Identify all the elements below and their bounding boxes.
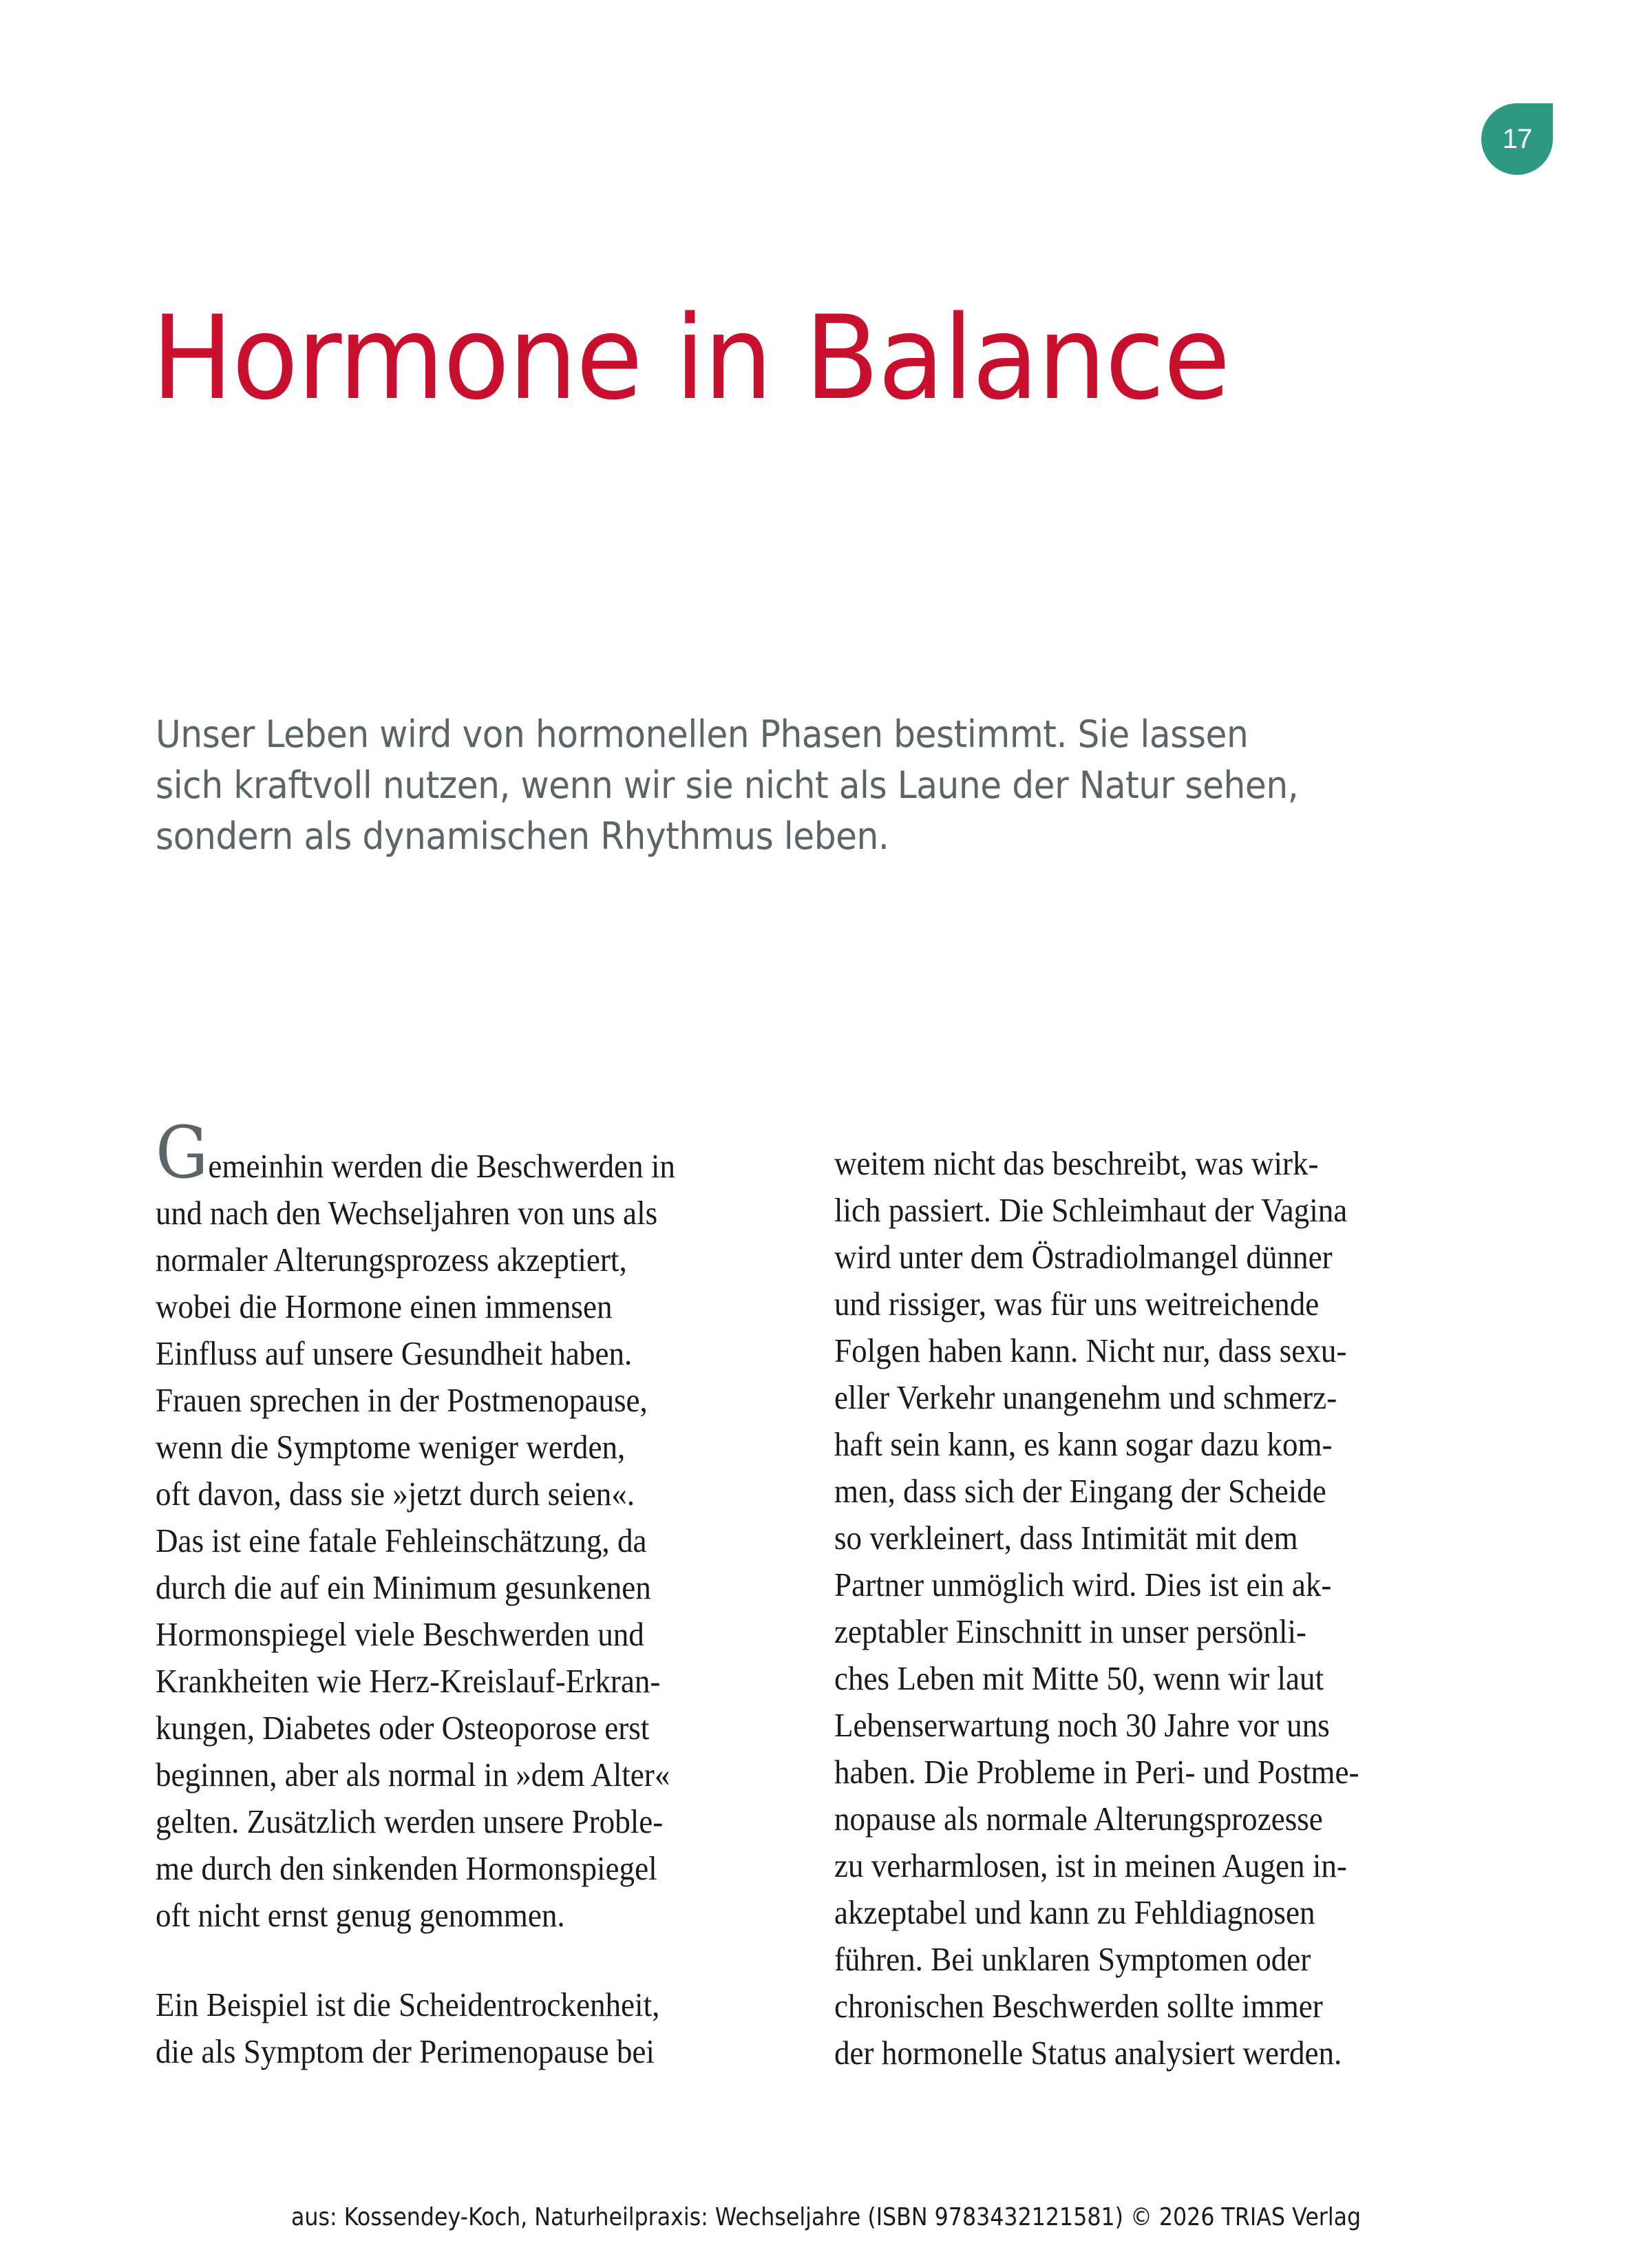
page-number-badge — [1481, 103, 1553, 175]
body-line: lich passiert. Die Schleimhaut der Vagina — [834, 1191, 1348, 1229]
body-line: eller Verkehr unangenehm und schmerz- — [834, 1378, 1337, 1416]
body-line: Hormonspiegel viele Beschwerden und — [156, 1615, 644, 1653]
page-number: 17 — [1502, 123, 1532, 154]
body-line: oft davon, dass sie »jetzt durch seien«. — [156, 1475, 635, 1513]
body-line: Das ist eine fatale Fehleinschätzung, da — [156, 1522, 647, 1559]
chapter-title: Hormone in Balance — [151, 291, 1229, 425]
body-line: wenn die Symptome weniger werden, — [156, 1428, 626, 1466]
body-line: ches Leben mit Mitte 50, wenn wir laut — [834, 1659, 1324, 1697]
body-line: chronischen Beschwerden sollte immer — [834, 1987, 1323, 2025]
body-line: akzeptabel und kann zu Fehldiagnosen — [834, 1893, 1315, 1931]
body-line: die als Symptom der Perimenopause bei — [156, 2032, 655, 2070]
body-line: durch die auf ein Minimum gesunkenen — [156, 1568, 651, 1606]
body-line: normaler Alterungsprozess akzeptiert, — [156, 1241, 627, 1279]
body-line: zeptabler Einschnitt in unser persönli- — [834, 1612, 1307, 1650]
dropcap: G — [156, 1111, 209, 1195]
body-line: me durch den sinkenden Hormonspiegel — [156, 1849, 657, 1887]
body-line: beginnen, aber als normal in »dem Alter« — [156, 1756, 670, 1793]
intro-lead — [156, 709, 1498, 862]
body-line: und rissiger, was für uns weitreichende — [834, 1285, 1320, 1323]
body-line: Lebenserwartung noch 30 Jahre vor uns — [834, 1706, 1330, 1744]
body-line: weitem nicht das beschreibt, was wirk- — [834, 1144, 1319, 1182]
body-column-right — [834, 1140, 1468, 2076]
body-line: und nach den Wechseljahren von uns als — [156, 1194, 658, 1232]
body-line: nopause als normale Alterungsprozesse — [834, 1800, 1323, 1838]
first-line-text: emeinhin werden die Beschwerden in — [208, 1147, 675, 1185]
body-line: oft nicht ernst genug genommen. — [156, 1896, 565, 1934]
body-line: haft sein kann, es kann sogar dazu kom- — [834, 1425, 1333, 1463]
body-line: Partner unmöglich wird. Dies ist ein ak- — [834, 1566, 1332, 1603]
body-line: Folgen haben kann. Nicht nur, dass sexu- — [834, 1332, 1347, 1369]
intro-line: sondern als dynamischen Rhythmus leben. — [156, 814, 889, 858]
body-line: zu verharmlosen, ist in meinen Augen in- — [834, 1847, 1347, 1884]
paragraph-gap — [156, 1939, 789, 1981]
body-line: führen. Bei unklaren Symptomen oder — [834, 1940, 1311, 1978]
body-line: Krankheiten wie Herz-Kreislauf-Erkran- — [156, 1662, 661, 1700]
body-line: Ein Beispiel ist die Scheidentrockenheit, — [156, 1986, 660, 2023]
first-line — [156, 1111, 738, 1195]
source-citation: aus: Kossendey-Koch, Naturheilpraxis: Wechseljahre (ISBN 9783432121581) © 2026 TRIAS Verlag — [290, 2203, 1362, 2231]
body-line: gelten. Zusätzlich werden unsere Proble- — [156, 1802, 664, 1840]
body-line: wird unter dem Östradiolmangel dünner — [834, 1238, 1333, 1276]
intro-line: Unser Leben wird von hormonellen Phasen bestimmt. Sie lassen — [156, 713, 1249, 756]
body-line: Frauen sprechen in der Postmenopause, — [156, 1381, 648, 1419]
body-column-left — [156, 1111, 789, 2075]
body-line: so verkleinert, dass Intimität mit dem — [834, 1519, 1298, 1557]
body-line: men, dass sich der Eingang der Scheide — [834, 1472, 1326, 1510]
body-line: haben. Die Probleme in Peri- und Postme- — [834, 1753, 1359, 1791]
body-line: kungen, Diabetes oder Osteoporose erst — [156, 1709, 650, 1747]
body-line: der hormonelle Status analysiert werden. — [834, 2034, 1342, 2072]
intro-line: sich kraftvoll nutzen, wenn wir sie nicht als Laune der Natur sehen, — [156, 764, 1299, 807]
body-line: Einfluss auf unsere Gesundheit haben. — [156, 1334, 633, 1372]
body-line: wobei die Hormone einen immensen — [156, 1287, 613, 1325]
source-footer — [0, 2203, 1652, 2231]
